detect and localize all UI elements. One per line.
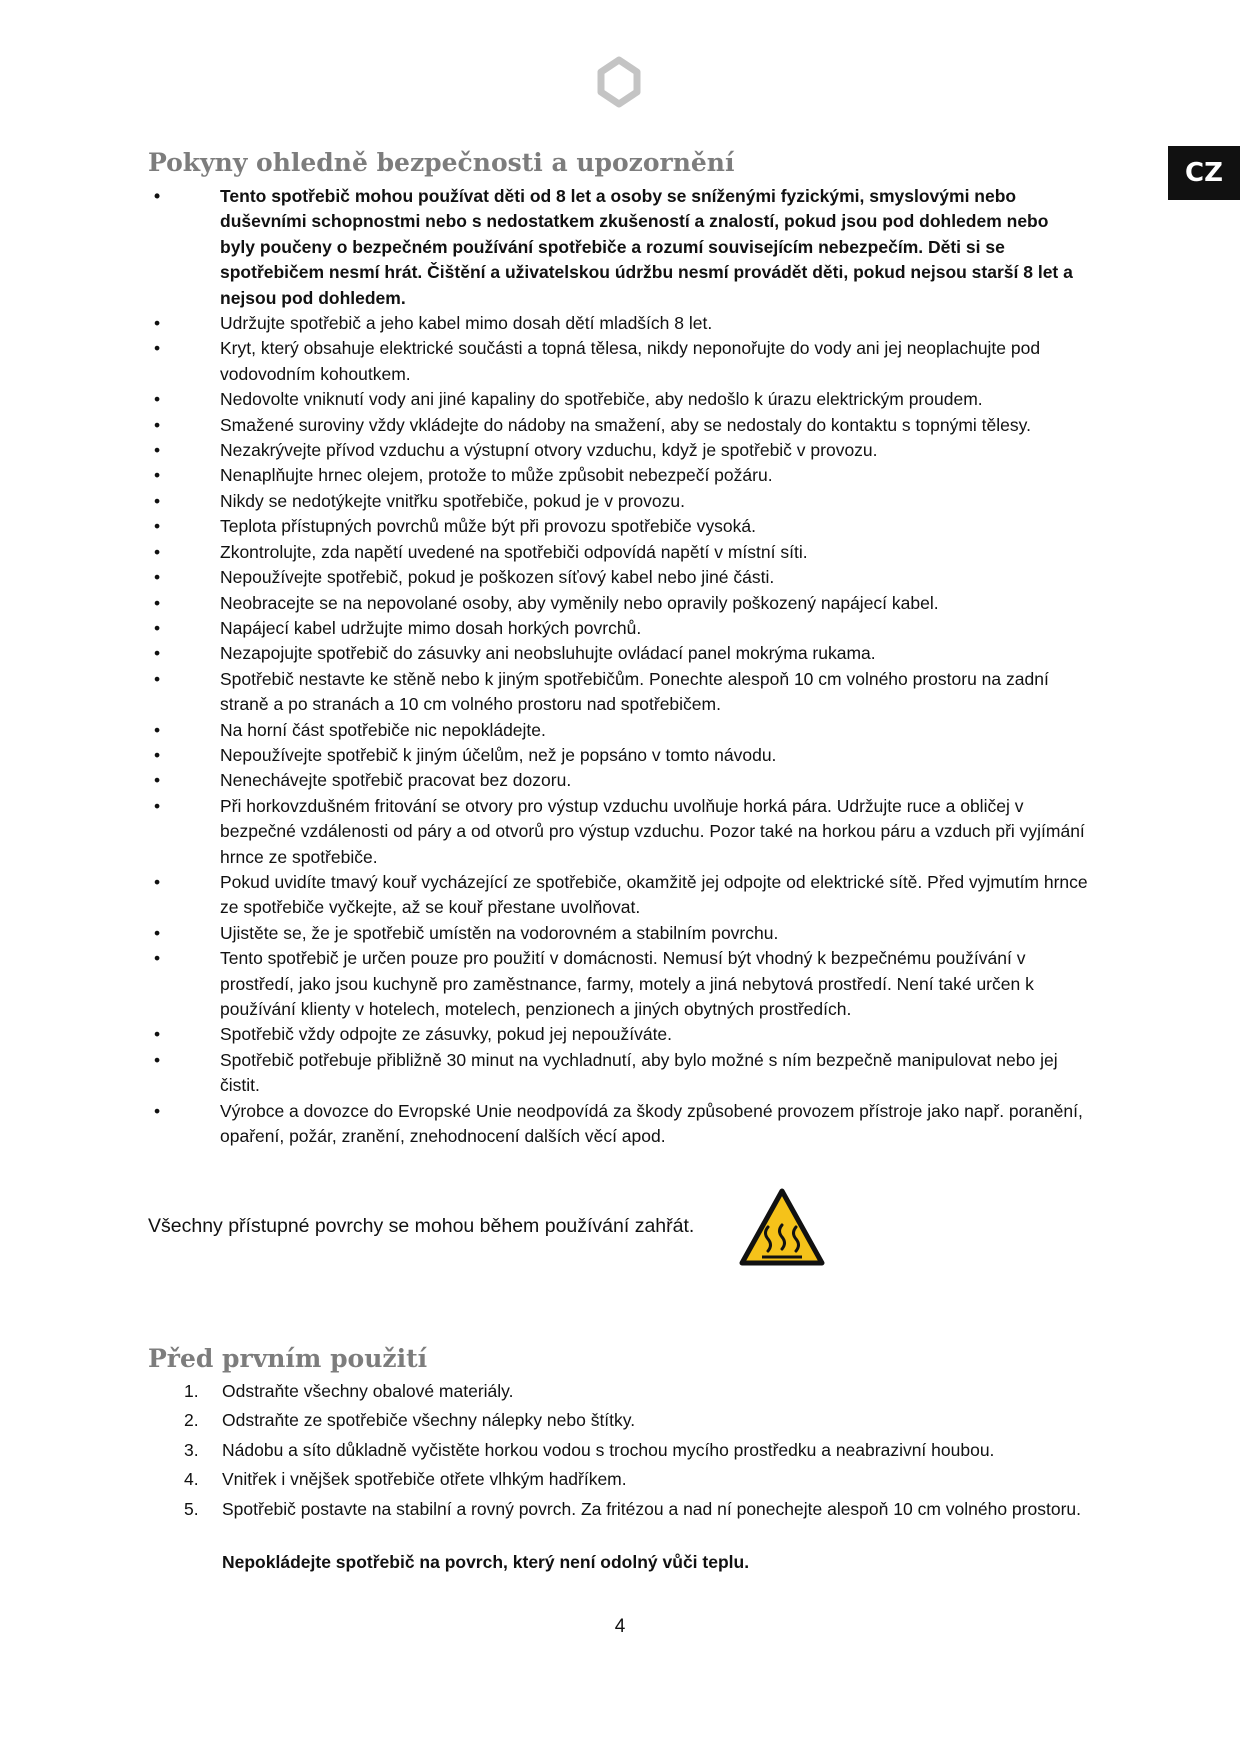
safety-item: • Nepoužívejte spotřebič k jiným účelům, než je popsáno v tomto návodu.	[148, 743, 1088, 768]
safety-item: • Spotřebič potřebuje přibližně 30 minut na vychladnutí, aby bylo možné s ním bezpečně manipulovat nebo jej čistit.	[148, 1048, 1088, 1099]
safety-item: • Nenaplňujte hrnec olejem, protože to může způsobit nebezpečí požáru.	[148, 463, 1088, 488]
first-use-heading: Před prvním použití	[148, 1344, 428, 1373]
safety-item: • Tento spotřebič mohou používat děti od 8 let a osoby se sníženými fyzickými, smyslovými nebo duševními schopnostmi nebo s nedostatkem zkušeností a znalostí, pokud jsou pod dohledem nebo byly poučeny o bezpečném používání spotřebiče a rozumí souvisejícím nebezpečím. Děti si se spotřebičem nesmí hrát. Čištění a uživatelskou údržbu nesmí provádět děti, pokud nejsou starší 8 let a nejsou pod dohledem.	[148, 184, 1088, 311]
safety-item: • Nezakrývejte přívod vzduchu a výstupní otvory vzduchu, když je spotřebič v provozu.	[148, 438, 1088, 463]
step-text: Odstraňte ze spotřebiče všechny nálepky nebo štítky.	[222, 1410, 636, 1431]
safety-item: • Výrobce a dovozce do Evropské Unie neodpovídá za škody způsobené provozem přístroje jako např. poranění, opaření, požár, zranění, znehodnocení dalších věcí apod.	[148, 1099, 1088, 1150]
step-number: 1.	[184, 1381, 199, 1401]
safety-item: • Teplota přístupných povrchů může být při provozu spotřebiče vysoká.	[148, 514, 1088, 539]
safety-item: • Napájecí kabel udržujte mimo dosah horkých povrchů.	[148, 616, 1088, 641]
safety-item: • Nedovolte vniknutí vody ani jiné kapaliny do spotřebiče, aby nedošlo k úrazu elektrickým proudem.	[148, 387, 1088, 412]
step-text: Vnitřek i vnějšek spotřebiče otřete vlhkým hadříkem.	[222, 1469, 627, 1490]
safety-item: • Zkontrolujte, zda napětí uvedené na spotřebiči odpovídá napětí v místní síti.	[148, 540, 1088, 565]
safety-item: • Spotřebič vždy odpojte ze zásuvky, pokud jej nepoužíváte.	[148, 1022, 1088, 1047]
safety-item: • Kryt, který obsahuje elektrické součásti a topná tělesa, nikdy neponořujte do vody ani jej neoplachujte pod vodovodním kohoutkem.	[148, 336, 1088, 387]
safety-item: • Smažené suroviny vždy vkládejte do nádoby na smažení, aby se nedostaly do kontaktu s topnými tělesy.	[148, 413, 1088, 438]
safety-heading: Pokyny ohledně bezpečnosti a upozornění	[148, 148, 735, 177]
first-use-steps	[184, 1377, 1084, 1524]
step-item	[184, 1377, 1084, 1406]
hot-surface-notice: Všechny přístupné povrchy se mohou během používání zahřát.	[148, 1215, 695, 1237]
step-item	[184, 1406, 1084, 1435]
step-item	[184, 1465, 1084, 1494]
brand-logo-icon	[593, 56, 645, 108]
hot-surface-warning-icon	[738, 1187, 826, 1267]
step-number: 3.	[184, 1439, 199, 1460]
safety-item: • Nezapojujte spotřebič do zásuvky ani neobsluhujte ovládací panel mokrýma rukama.	[148, 641, 1088, 666]
step-number: 4.	[184, 1469, 199, 1490]
step-number: 5.	[184, 1498, 199, 1519]
safety-item: • Neobracejte se na nepovolané osoby, aby vyměnily nebo opravily poškozený napájecí kabel.	[148, 591, 1088, 616]
step-item	[184, 1436, 1084, 1465]
safety-item: • Udržujte spotřebič a jeho kabel mimo dosah dětí mladších 8 let.	[148, 311, 1088, 336]
safety-item: • Ujistěte se, že je spotřebič umístěn na vodorovném a stabilním povrchu.	[148, 921, 1088, 946]
step-item	[184, 1495, 1084, 1524]
step-number: 2.	[184, 1410, 199, 1431]
safety-item: • Pokud uvidíte tmavý kouř vycházející ze spotřebiče, okamžitě jej odpojte od elektrické sítě. Před vyjmutím hrnce ze spotřebiče vyčkejte, až se kouř přestane uvolňovat.	[148, 870, 1088, 921]
safety-item: • Na horní část spotřebiče nic nepokládejte.	[148, 718, 1088, 743]
safety-item: • Nenechávejte spotřebič pracovat bez dozoru.	[148, 768, 1088, 793]
step-text: Spotřebič postavte na stabilní a rovný povrch. Za fritézou a nad ní ponechejte alespoň 10 cm volného prostoru.	[222, 1498, 1081, 1519]
safety-item: • Spotřebič nestavte ke stěně nebo k jiným spotřebičům. Ponechte alespoň 10 cm volného prostoru na zadní straně a po stranách a 10 cm volného prostoru nad spotřebičem.	[148, 667, 1088, 718]
step-text: Odstraňte všechny obalové materiály.	[222, 1381, 514, 1401]
safety-item: • Tento spotřebič je určen pouze pro použití v domácnosti. Nemusí být vhodný k bezpečnému používání v prostředí, jako jsou kuchyně pro zaměstnance, farmy, motely a jiná nebytová prostředí. Není také určen k používání klienty v hotelech, motelech, penzionech a jiných obytných prostředích.	[148, 946, 1088, 1022]
safety-item: • Při horkovzdušném fritování se otvory pro výstup vzduchu uvolňuje horká pára. Udržujte ruce a obličej v bezpečné vzdálenosti od páry a od otvorů pro výstup vzduchu. Pozor také na horkou páru a vzduch při vyjímání hrnce ze spotřebiče.	[148, 794, 1088, 870]
safety-list	[148, 184, 1088, 1149]
first-use-note: Nepokládejte spotřebič na povrch, který není odolný vůči teplu.	[222, 1552, 750, 1572]
safety-item: • Nikdy se nedotýkejte vnitřku spotřebiče, pokud je v provozu.	[148, 489, 1088, 514]
step-text: Nádobu a síto důkladně vyčistěte horkou vodou s trochou mycího prostředku a neabrazivní houbou.	[222, 1439, 995, 1460]
page-number: 4	[614, 1616, 626, 1637]
safety-item: • Nepoužívejte spotřebič, pokud je poškozen síťový kabel nebo jiné části.	[148, 565, 1088, 590]
language-tab: CZ	[1168, 146, 1240, 200]
